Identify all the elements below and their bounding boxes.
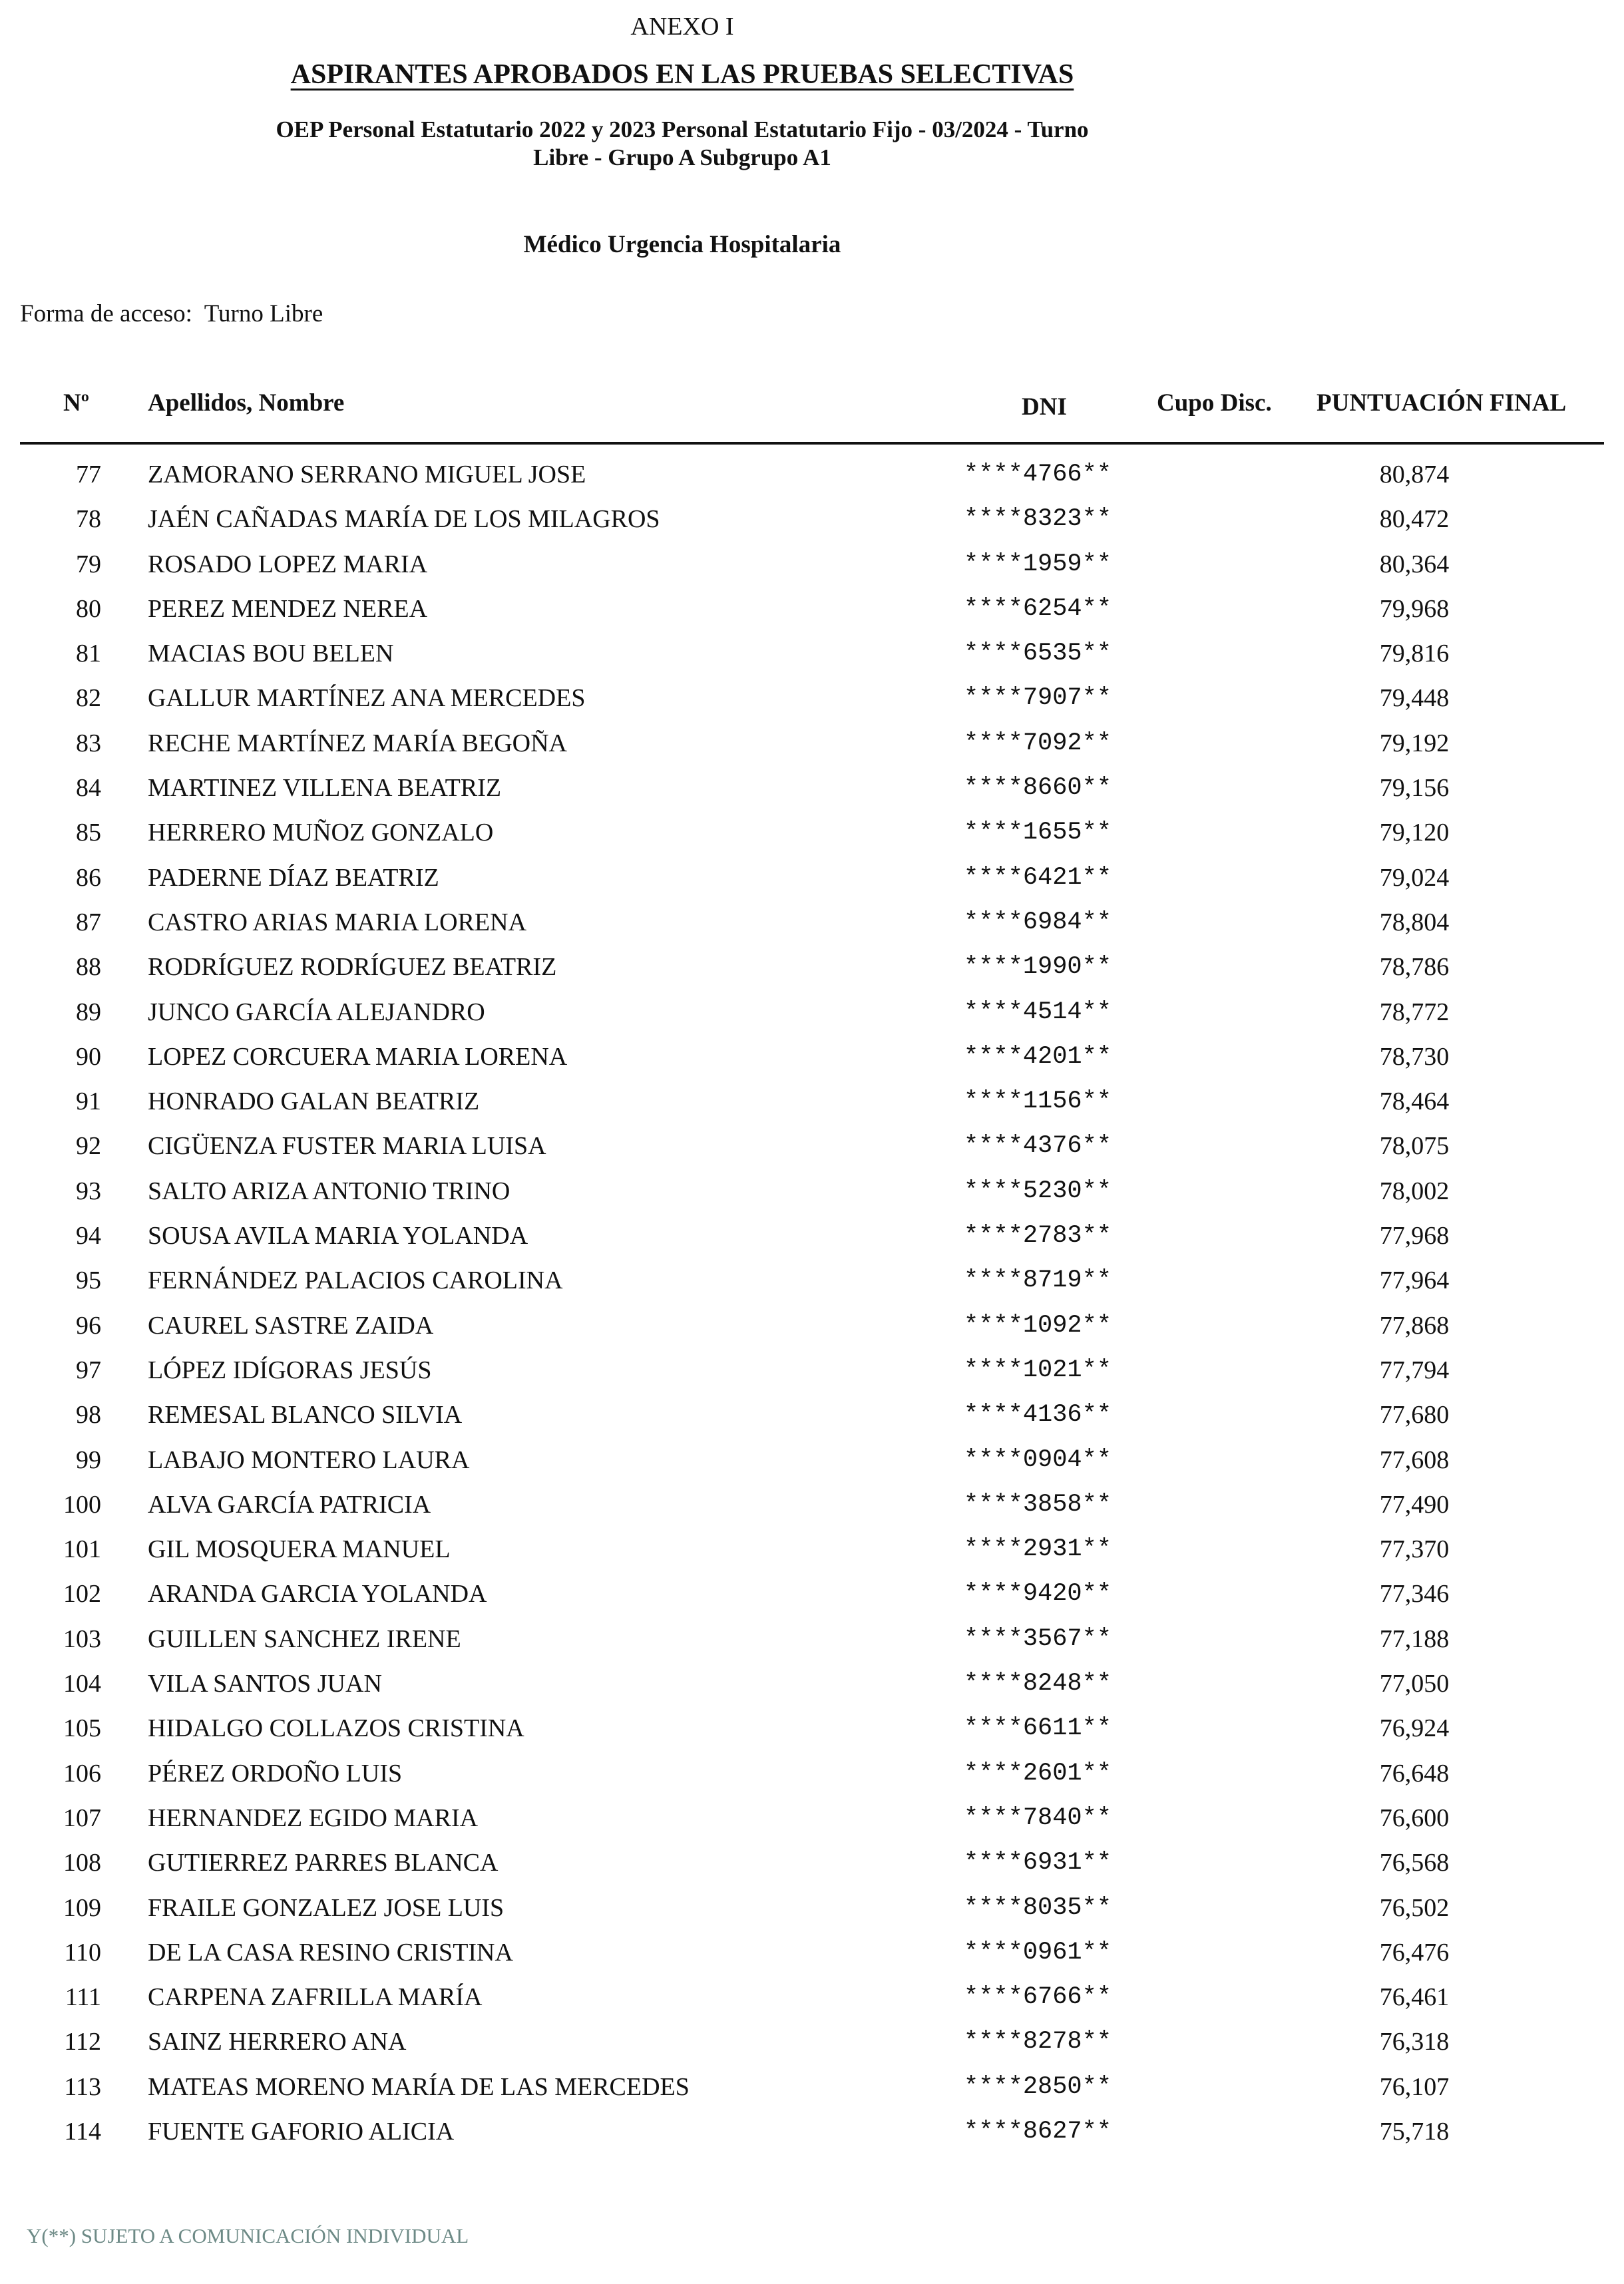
category-title: Médico Urgencia Hospitalaria (523, 231, 841, 258)
results-table (0, 459, 1624, 2161)
table-row (0, 1668, 1624, 1713)
row-number: 99 (76, 1445, 101, 1474)
row-dni: ****1092** (964, 1311, 1112, 1340)
row-dni: ****7092** (964, 729, 1112, 757)
table-row (0, 1758, 1624, 1803)
row-dni: ****3567** (964, 1624, 1112, 1653)
row-dni: ****6421** (964, 863, 1112, 892)
row-score: 76,648 (1379, 1759, 1450, 1788)
row-score: 78,730 (1379, 1042, 1450, 1071)
row-name: MATEAS MORENO MARÍA DE LAS MERCEDES (148, 2072, 690, 2101)
row-score: 78,804 (1379, 908, 1450, 936)
table-row (0, 1624, 1624, 1668)
table-row (0, 1265, 1624, 1310)
row-score: 77,680 (1379, 1401, 1450, 1429)
row-number: 100 (63, 1490, 101, 1519)
subtitle-line-1: OEP Personal Estatutario 2022 y 2023 Personal Estatutario Fijo - 03/2024 - Turno (276, 116, 1089, 142)
table-row (0, 862, 1624, 907)
row-name: CAUREL SASTRE ZAIDA (148, 1311, 434, 1340)
table-row (0, 1310, 1624, 1355)
row-number: 105 (63, 1714, 101, 1743)
row-name: GIL MOSQUERA MANUEL (148, 1535, 451, 1564)
row-number: 80 (76, 594, 101, 623)
row-name: CARPENA ZAFRILLA MARÍA (148, 1983, 483, 2012)
row-name: PADERNE DÍAZ BEATRIZ (148, 863, 439, 892)
table-row (0, 2026, 1624, 2071)
table-row (0, 1982, 1624, 2026)
row-number: 86 (76, 863, 101, 892)
row-dni: ****6766** (964, 1983, 1112, 2012)
table-row (0, 817, 1624, 862)
row-dni: ****4766** (964, 461, 1112, 488)
row-dni: ****1655** (964, 819, 1112, 847)
row-score: 79,192 (1379, 729, 1450, 757)
row-dni: ****2783** (964, 1222, 1112, 1250)
table-row (0, 1176, 1624, 1221)
row-name: GUTIERREZ PARRES BLANCA (148, 1849, 499, 1877)
row-name: CIGÜENZA FUSTER MARIA LUISA (148, 1132, 546, 1161)
row-number: 101 (63, 1535, 101, 1564)
row-dni: ****6254** (964, 594, 1112, 623)
row-score: 80,874 (1379, 461, 1450, 488)
table-row (0, 1489, 1624, 1534)
row-name: REMESAL BLANCO SILVIA (148, 1401, 463, 1429)
row-name: JAÉN CAÑADAS MARÍA DE LOS MILAGROS (148, 505, 660, 534)
table-row (0, 459, 1624, 504)
row-score: 77,050 (1379, 1670, 1450, 1698)
row-dni: ****4201** (964, 1042, 1112, 1071)
row-name: HIDALGO COLLAZOS CRISTINA (148, 1714, 524, 1743)
row-number: 98 (76, 1401, 101, 1429)
row-name: SALTO ARIZA ANTONIO TRINO (148, 1177, 510, 1205)
row-dni: ****2931** (964, 1535, 1112, 1564)
row-number: 108 (63, 1849, 101, 1877)
row-name: LOPEZ CORCUERA MARIA LORENA (148, 1042, 568, 1071)
row-number: 88 (76, 953, 101, 982)
row-score: 80,472 (1379, 505, 1450, 534)
row-score: 76,924 (1379, 1714, 1450, 1743)
row-name: SOUSA AVILA MARIA YOLANDA (148, 1222, 528, 1250)
header-divider (20, 442, 1604, 445)
row-number: 106 (63, 1759, 101, 1788)
row-name: RODRÍGUEZ RODRÍGUEZ BEATRIZ (148, 953, 557, 982)
row-number: 114 (64, 2117, 101, 2146)
header-cupo-disc: Cupo Disc. (1157, 389, 1272, 417)
row-dni: ****9420** (964, 1580, 1112, 1609)
table-row (0, 594, 1624, 638)
row-score: 76,600 (1379, 1804, 1450, 1832)
row-name: HERRERO MUÑOZ GONZALO (148, 819, 494, 847)
row-score: 76,318 (1379, 2028, 1450, 2056)
row-number: 96 (76, 1311, 101, 1340)
row-number: 110 (64, 1938, 101, 1967)
row-score: 75,718 (1379, 2117, 1450, 2146)
row-name: ROSADO LOPEZ MARIA (148, 550, 428, 578)
table-row (0, 1355, 1624, 1400)
row-number: 93 (76, 1177, 101, 1205)
row-dni: ****8660** (964, 774, 1112, 803)
table-row (0, 1893, 1624, 1937)
row-score: 79,024 (1379, 863, 1450, 892)
row-score: 77,188 (1379, 1624, 1450, 1653)
annex-label: ANEXO I (630, 13, 734, 41)
access-label: Forma de acceso: (20, 300, 192, 327)
subtitle-line-2: Libre - Grupo A Subgrupo A1 (533, 144, 831, 170)
row-number: 92 (76, 1132, 101, 1161)
row-name: JUNCO GARCÍA ALEJANDRO (148, 998, 485, 1026)
table-row (0, 1713, 1624, 1758)
table-row (0, 504, 1624, 548)
row-name: GUILLEN SANCHEZ IRENE (148, 1624, 461, 1653)
row-number: 89 (76, 998, 101, 1026)
row-dni: ****8719** (964, 1266, 1112, 1295)
row-number: 82 (76, 684, 101, 713)
row-name: PEREZ MENDEZ NEREA (148, 594, 428, 623)
row-dni: ****0961** (964, 1938, 1112, 1967)
row-score: 78,002 (1379, 1177, 1450, 1205)
row-score: 77,964 (1379, 1266, 1450, 1295)
row-number: 87 (76, 908, 101, 936)
row-score: 79,968 (1379, 594, 1450, 623)
access-form (20, 299, 323, 328)
row-dni: ****8035** (964, 1893, 1112, 1922)
row-score: 79,448 (1379, 684, 1450, 713)
row-number: 111 (65, 1983, 101, 2012)
row-dni: ****8248** (964, 1670, 1112, 1698)
row-number: 85 (76, 819, 101, 847)
row-dni: ****6611** (964, 1714, 1112, 1743)
row-dni: ****1156** (964, 1087, 1112, 1116)
table-row (0, 1042, 1624, 1086)
row-dni: ****1990** (964, 953, 1112, 982)
row-number: 103 (63, 1624, 101, 1653)
row-dni: ****1021** (964, 1356, 1112, 1384)
table-row (0, 997, 1624, 1042)
table-row (0, 2116, 1624, 2161)
row-name: HONRADO GALAN BEATRIZ (148, 1087, 480, 1116)
row-dni: ****3858** (964, 1490, 1112, 1519)
row-name: SAINZ HERRERO ANA (148, 2028, 407, 2056)
row-name: MACIAS BOU BELEN (148, 640, 394, 668)
row-number: 90 (76, 1042, 101, 1071)
access-value: Turno Libre (204, 300, 323, 327)
row-number: 107 (63, 1804, 101, 1832)
row-number: 84 (76, 774, 101, 803)
row-score: 79,816 (1379, 640, 1450, 668)
row-dni: ****6931** (964, 1849, 1112, 1877)
row-dni: ****4376** (964, 1132, 1112, 1161)
table-row (0, 907, 1624, 952)
table-row (0, 1400, 1624, 1444)
row-name: VILA SANTOS JUAN (148, 1670, 382, 1698)
row-score: 78,786 (1379, 953, 1450, 982)
row-dni: ****4136** (964, 1401, 1112, 1429)
row-score: 78,772 (1379, 998, 1450, 1026)
table-row (0, 1534, 1624, 1579)
row-score: 76,107 (1379, 2072, 1450, 2101)
row-number: 102 (63, 1580, 101, 1609)
row-number: 104 (63, 1670, 101, 1698)
row-number: 97 (76, 1356, 101, 1384)
row-name: HERNANDEZ EGIDO MARIA (148, 1804, 479, 1832)
row-score: 77,968 (1379, 1222, 1450, 1250)
row-name: RECHE MARTÍNEZ MARÍA BEGOÑA (148, 729, 567, 757)
table-row (0, 1221, 1624, 1265)
table-row (0, 952, 1624, 996)
row-number: 78 (76, 505, 101, 534)
row-number: 81 (76, 640, 101, 668)
header-final-score: PUNTUACIÓN FINAL (1317, 389, 1567, 417)
row-score: 78,075 (1379, 1132, 1450, 1161)
row-name: FRAILE GONZALEZ JOSE LUIS (148, 1893, 505, 1922)
row-name: MARTINEZ VILLENA BEATRIZ (148, 774, 502, 803)
table-row (0, 638, 1624, 683)
row-score: 77,868 (1379, 1311, 1450, 1340)
row-dni: ****8627** (964, 2117, 1112, 2146)
row-number: 83 (76, 729, 101, 757)
table-row (0, 1131, 1624, 1175)
row-number: 113 (64, 2072, 101, 2101)
row-dni: ****2850** (964, 2072, 1112, 2101)
row-name: CASTRO ARIAS MARIA LORENA (148, 908, 527, 936)
row-name: FUENTE GAFORIO ALICIA (148, 2117, 455, 2146)
row-score: 77,608 (1379, 1445, 1450, 1474)
row-name: PÉREZ ORDOÑO LUIS (148, 1759, 403, 1788)
table-row (0, 549, 1624, 594)
row-number: 79 (76, 550, 101, 578)
table-row (0, 1847, 1624, 1892)
row-name: ALVA GARCÍA PATRICIA (148, 1490, 431, 1519)
table-row (0, 2072, 1624, 2116)
row-score: 76,568 (1379, 1849, 1450, 1877)
header-number: Nº (63, 389, 89, 417)
row-dni: ****6535** (964, 640, 1112, 668)
row-name: FERNÁNDEZ PALACIOS CAROLINA (148, 1266, 563, 1295)
row-score: 79,156 (1379, 774, 1450, 803)
row-number: 95 (76, 1266, 101, 1295)
row-score: 76,476 (1379, 1938, 1450, 1967)
row-number: 109 (63, 1893, 101, 1922)
header-dni: DNI (1022, 393, 1067, 421)
row-number: 112 (64, 2028, 101, 2056)
table-row (0, 1803, 1624, 1847)
row-number: 94 (76, 1222, 101, 1250)
row-name: LABAJO MONTERO LAURA (148, 1445, 470, 1474)
row-dni: ****8323** (964, 505, 1112, 534)
row-name: ZAMORANO SERRANO MIGUEL JOSE (148, 461, 586, 488)
row-score: 76,502 (1379, 1893, 1450, 1922)
table-row (0, 683, 1624, 727)
row-score: 80,364 (1379, 550, 1450, 578)
row-dni: ****0904** (964, 1445, 1112, 1474)
row-name: LÓPEZ IDÍGORAS JESÚS (148, 1356, 432, 1384)
row-score: 78,464 (1379, 1087, 1450, 1116)
row-dni: ****8278** (964, 2028, 1112, 2056)
row-dni: ****7907** (964, 684, 1112, 713)
document-subtitle (0, 116, 1364, 172)
row-score: 77,346 (1379, 1580, 1450, 1609)
document-title (0, 59, 1364, 91)
row-dni: ****4514** (964, 998, 1112, 1026)
table-row (0, 1937, 1624, 1982)
row-score: 77,490 (1379, 1490, 1450, 1519)
row-dni: ****7840** (964, 1804, 1112, 1832)
table-row (0, 1579, 1624, 1623)
table-row (0, 728, 1624, 773)
row-score: 77,370 (1379, 1535, 1450, 1564)
table-row (0, 1445, 1624, 1489)
row-dni: ****6984** (964, 908, 1112, 936)
row-number: 77 (76, 461, 101, 488)
table-row (0, 773, 1624, 817)
footer-note: Y(**) SUJETO A COMUNICACIÓN INDIVIDUAL (27, 2224, 469, 2247)
row-name: ARANDA GARCIA YOLANDA (148, 1580, 487, 1609)
table-row (0, 1086, 1624, 1131)
row-number: 91 (76, 1087, 101, 1116)
header-name: Apellidos, Nombre (148, 389, 345, 417)
row-score: 79,120 (1379, 819, 1450, 847)
row-score: 77,794 (1379, 1356, 1450, 1384)
row-name: DE LA CASA RESINO CRISTINA (148, 1938, 513, 1967)
row-dni: ****2601** (964, 1759, 1112, 1788)
document-title-text: ASPIRANTES APROBADOS EN LAS PRUEBAS SELECTIVAS (290, 59, 1074, 90)
row-score: 76,461 (1379, 1983, 1450, 2012)
row-dni: ****5230** (964, 1177, 1112, 1205)
row-name: GALLUR MARTÍNEZ ANA MERCEDES (148, 684, 586, 713)
row-dni: ****1959** (964, 550, 1112, 578)
